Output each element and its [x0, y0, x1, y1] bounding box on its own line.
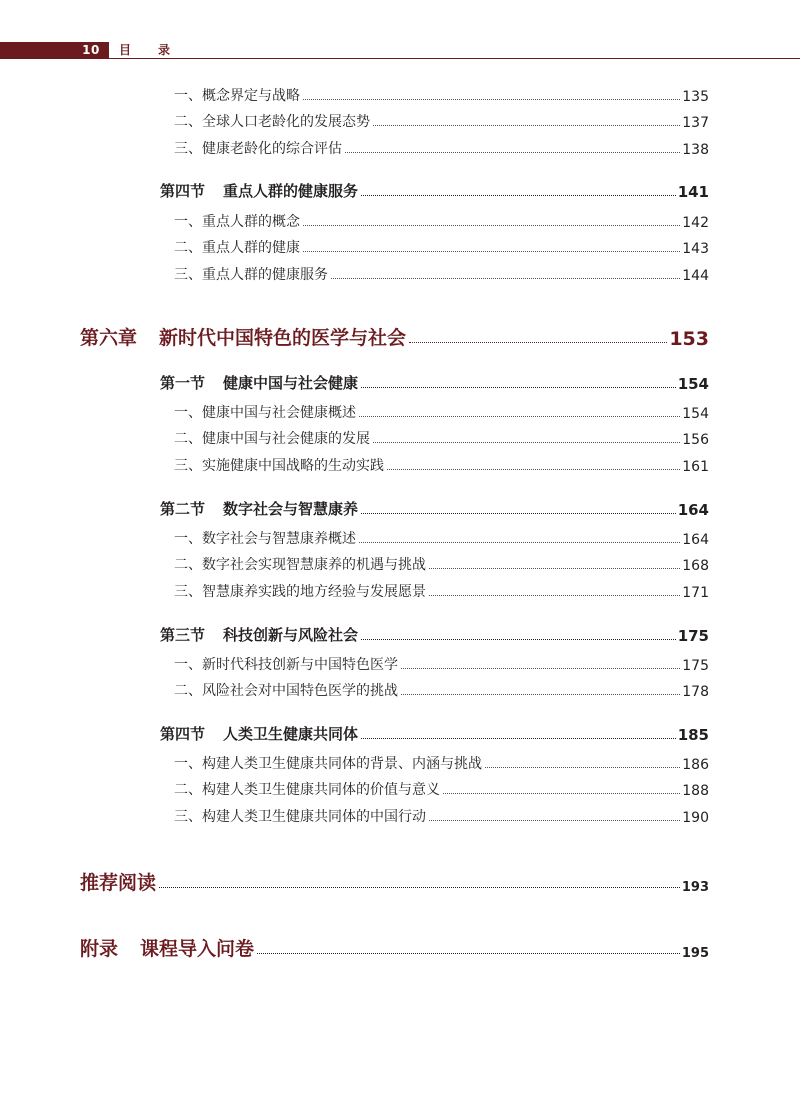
- toc-item[interactable]: 二、数字社会实现智慧康养的机遇与挑战 168: [174, 557, 709, 574]
- toc-item[interactable]: 一、新时代科技创新与中国特色医学 175: [174, 657, 709, 674]
- dot-leader: [257, 953, 680, 954]
- toc-item[interactable]: 二、全球人口老龄化的发展态势 137: [174, 114, 709, 131]
- dot-leader: [443, 793, 680, 794]
- dot-leader: [359, 416, 680, 417]
- toc-item[interactable]: 三、健康老龄化的综合评估 138: [174, 141, 709, 158]
- toc-section[interactable]: 第三节 科技创新与风险社会 175: [160, 626, 709, 645]
- dot-leader: [429, 820, 680, 821]
- toc-section[interactable]: 第一节 健康中国与社会健康 154: [160, 374, 709, 393]
- toc-item[interactable]: 二、健康中国与社会健康的发展 156: [174, 431, 709, 448]
- toc-section[interactable]: 第二节 数字社会与智慧康养 164: [160, 500, 709, 519]
- toc-item[interactable]: 一、构建人类卫生健康共同体的背景、内涵与挑战 186: [174, 756, 709, 773]
- toc-item[interactable]: 二、风险社会对中国特色医学的挑战 178: [174, 683, 709, 700]
- toc-chapter[interactable]: 第六章 新时代中国特色的医学与社会 153: [80, 327, 709, 350]
- toc-item[interactable]: 一、数字社会与智慧康养概述 164: [174, 531, 709, 548]
- toc-item[interactable]: 三、实施健康中国战略的生动实践 161: [174, 458, 709, 475]
- toc-item[interactable]: 二、重点人群的健康 143: [174, 240, 709, 257]
- dot-leader: [387, 469, 680, 470]
- dot-leader: [373, 125, 680, 126]
- dot-leader: [409, 342, 667, 343]
- dot-leader: [373, 442, 680, 443]
- dot-leader: [361, 513, 676, 514]
- dot-leader: [429, 595, 680, 596]
- page-number: 10: [82, 43, 100, 57]
- toc-section[interactable]: 第四节 人类卫生健康共同体 185: [160, 725, 709, 744]
- header-rule: [109, 58, 800, 59]
- dot-leader: [485, 767, 680, 768]
- dot-leader: [303, 251, 680, 252]
- toc-item[interactable]: 二、构建人类卫生健康共同体的价值与意义 188: [174, 782, 709, 799]
- dot-leader: [159, 887, 680, 888]
- dot-leader: [361, 639, 676, 640]
- dot-leader: [303, 99, 680, 100]
- dot-leader: [331, 278, 680, 279]
- dot-leader: [361, 387, 676, 388]
- toc-item[interactable]: 三、重点人群的健康服务 144: [174, 267, 709, 284]
- running-header-title: 目录: [119, 43, 198, 57]
- toc-appendix[interactable]: 附录 课程导入问卷 195: [80, 938, 709, 961]
- dot-leader: [401, 668, 680, 669]
- dot-leader: [401, 694, 680, 695]
- dot-leader: [359, 542, 680, 543]
- toc-section[interactable]: 第四节 重点人群的健康服务 141: [160, 182, 709, 201]
- toc-item[interactable]: 一、重点人群的概念 142: [174, 214, 709, 231]
- dot-leader: [361, 195, 676, 196]
- dot-leader: [303, 225, 680, 226]
- toc-item[interactable]: 一、健康中国与社会健康概述 154: [174, 405, 709, 422]
- dot-leader: [345, 152, 680, 153]
- toc-item[interactable]: 一、概念界定与战略 135: [174, 88, 709, 105]
- dot-leader: [429, 568, 680, 569]
- toc-reading[interactable]: 推荐阅读 193: [80, 872, 709, 895]
- toc-item[interactable]: 三、智慧康养实践的地方经验与发展愿景 171: [174, 584, 709, 601]
- toc-item[interactable]: 三、构建人类卫生健康共同体的中国行动 190: [174, 809, 709, 826]
- dot-leader: [361, 738, 676, 739]
